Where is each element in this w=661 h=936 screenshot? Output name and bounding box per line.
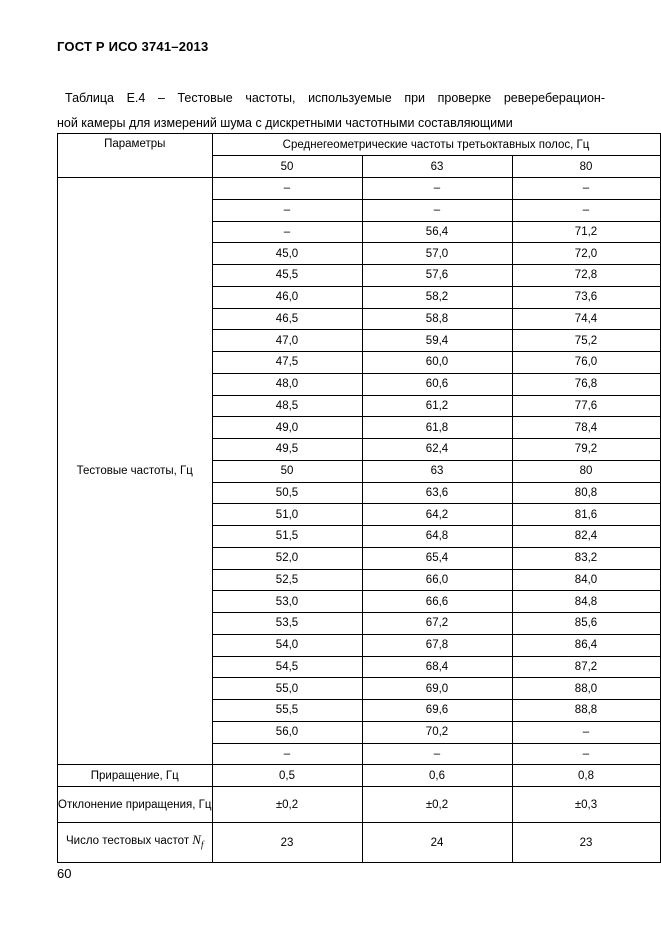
- table-cell: 58,8: [362, 308, 512, 330]
- table-cell: 80,8: [512, 482, 660, 504]
- count-value: 24: [362, 823, 512, 863]
- table-cell: –: [362, 743, 512, 765]
- increment-value: 0,8: [512, 765, 660, 787]
- table-cell: 74,4: [512, 308, 660, 330]
- table-cell: 49,0: [212, 417, 362, 439]
- header-band-group: Среднегеометрические частоты третьоктавных полос, Гц: [212, 134, 660, 156]
- count-value: 23: [212, 823, 362, 863]
- table-cell: 56,0: [212, 721, 362, 743]
- deviation-value: ±0,2: [212, 787, 362, 823]
- table-cell: 46,0: [212, 286, 362, 308]
- table-cell: 66,6: [362, 591, 512, 613]
- table-cell: 84,8: [512, 591, 660, 613]
- table-cell: 76,8: [512, 373, 660, 395]
- table-cell: 67,8: [362, 634, 512, 656]
- count-symbol-main: N: [192, 832, 201, 848]
- table-cell: 88,8: [512, 700, 660, 722]
- header-band-63: 63: [362, 156, 512, 178]
- table-cell: 63: [362, 460, 512, 482]
- table-cell: –: [362, 199, 512, 221]
- table-cell: 69,6: [362, 700, 512, 722]
- table-cell: 52,0: [212, 547, 362, 569]
- table-cell: –: [512, 743, 660, 765]
- table-cell: 56,4: [362, 221, 512, 243]
- test-frequencies-table: [57, 133, 661, 863]
- table-cell: 55,0: [212, 678, 362, 700]
- header-parameters: Параметры: [58, 134, 213, 178]
- table-cell: 50: [212, 460, 362, 482]
- table-cell: 47,5: [212, 352, 362, 374]
- increment-value: 0,5: [212, 765, 362, 787]
- table-cell: –: [362, 178, 512, 200]
- document-header: ГОСТ Р ИСО 3741–2013: [57, 39, 209, 54]
- caption-line-1: Таблица Е.4 – Тестовые частоты, используемые при проверке ревереберацион-: [65, 91, 605, 105]
- table-cell: 81,6: [512, 504, 660, 526]
- table-cell: 79,2: [512, 439, 660, 461]
- caption-line-2: ной камеры для измерений шума с дискретными частотными составляющими: [57, 116, 513, 130]
- table-cell: 65,4: [362, 547, 512, 569]
- table-cell: 68,4: [362, 656, 512, 678]
- increment-row: [58, 765, 661, 787]
- increment-value: 0,6: [362, 765, 512, 787]
- page-number: 60: [57, 866, 72, 881]
- table-cell: 60,0: [362, 352, 512, 374]
- table-cell: 84,0: [512, 569, 660, 591]
- table-cell: 66,0: [362, 569, 512, 591]
- deviation-value: ±0,2: [362, 787, 512, 823]
- table-cell: 45,5: [212, 265, 362, 287]
- count-row: [58, 823, 661, 863]
- table-cell: –: [212, 199, 362, 221]
- table-cell: –: [212, 743, 362, 765]
- table-cell: 62,4: [362, 439, 512, 461]
- count-label-text: Число тестовых частот: [66, 835, 190, 848]
- table-cell: 72,0: [512, 243, 660, 265]
- test-frequencies-label: Тестовые частоты, Гц: [58, 178, 213, 765]
- table-cell: 46,5: [212, 308, 362, 330]
- table-cell: 64,8: [362, 526, 512, 548]
- header-band-50: 50: [212, 156, 362, 178]
- table-cell: 52,5: [212, 569, 362, 591]
- table-cell: 76,0: [512, 352, 660, 374]
- table-cell: 50,5: [212, 482, 362, 504]
- table-cell: 48,0: [212, 373, 362, 395]
- table-cell: 88,0: [512, 678, 660, 700]
- table-cell: 53,5: [212, 613, 362, 635]
- table-caption: [57, 86, 605, 136]
- table-cell: –: [512, 178, 660, 200]
- count-symbol: [192, 832, 204, 851]
- table-cell: 53,0: [212, 591, 362, 613]
- table-cell: 60,6: [362, 373, 512, 395]
- deviation-label: Отклонение приращения, Гц: [58, 787, 213, 823]
- deviation-row: [58, 787, 661, 823]
- table-cell: –: [512, 721, 660, 743]
- table-cell: 77,6: [512, 395, 660, 417]
- deviation-value: ±0,3: [512, 787, 660, 823]
- table-cell: 87,2: [512, 656, 660, 678]
- table-cell: 51,5: [212, 526, 362, 548]
- table-cell: 59,4: [362, 330, 512, 352]
- table-cell: 71,2: [512, 221, 660, 243]
- table-header-row: [58, 134, 661, 156]
- count-label: [58, 823, 213, 863]
- increment-label: Приращение, Гц: [58, 765, 213, 787]
- table-cell: 57,0: [362, 243, 512, 265]
- table-cell: 55,5: [212, 700, 362, 722]
- header-band-80: 80: [512, 156, 660, 178]
- table-cell: 47,0: [212, 330, 362, 352]
- table-cell: 57,6: [362, 265, 512, 287]
- table-cell: 72,8: [512, 265, 660, 287]
- count-symbol-sub: f: [200, 840, 204, 851]
- table-cell: 80: [512, 460, 660, 482]
- table-cell: 75,2: [512, 330, 660, 352]
- table-cell: –: [212, 178, 362, 200]
- table-cell: –: [512, 199, 660, 221]
- table-cell: 64,2: [362, 504, 512, 526]
- table-cell: 67,2: [362, 613, 512, 635]
- table-cell: 49,5: [212, 439, 362, 461]
- table-cell: 51,0: [212, 504, 362, 526]
- table-row: [58, 178, 661, 200]
- table-cell: 61,8: [362, 417, 512, 439]
- table-cell: 48,5: [212, 395, 362, 417]
- table-cell: 78,4: [512, 417, 660, 439]
- table-cell: 86,4: [512, 634, 660, 656]
- table-cell: 45,0: [212, 243, 362, 265]
- table-cell: –: [212, 221, 362, 243]
- table-cell: 63,6: [362, 482, 512, 504]
- count-value: 23: [512, 823, 660, 863]
- table-cell: 73,6: [512, 286, 660, 308]
- table-cell: 83,2: [512, 547, 660, 569]
- table-cell: 54,5: [212, 656, 362, 678]
- table-cell: 82,4: [512, 526, 660, 548]
- table-cell: 61,2: [362, 395, 512, 417]
- table-cell: 58,2: [362, 286, 512, 308]
- table-cell: 69,0: [362, 678, 512, 700]
- table-cell: 70,2: [362, 721, 512, 743]
- table-cell: 54,0: [212, 634, 362, 656]
- table-cell: 85,6: [512, 613, 660, 635]
